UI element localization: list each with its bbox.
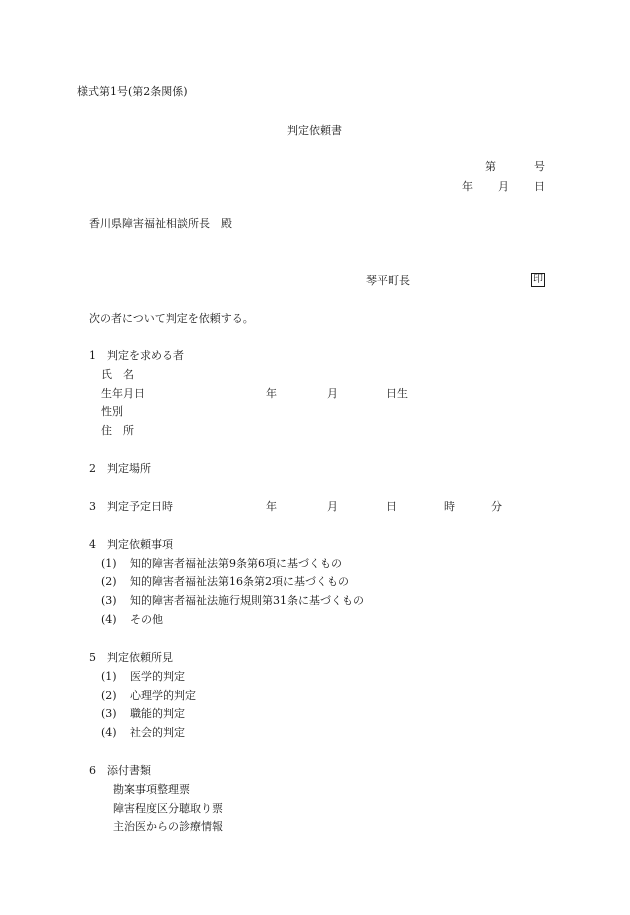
section3-heading: 3 判定予定日時 — [89, 500, 173, 513]
seal-stamp: 印 — [533, 274, 543, 285]
intro-text: 次の者について判定を依頼する。 — [89, 312, 254, 325]
doc-number-go: 号 — [534, 160, 545, 173]
schedule-month: 月 — [327, 500, 338, 513]
list-item: 知的障害者福祉法施行規則第31条に基づくもの — [130, 594, 364, 607]
name-label: 氏 名 — [101, 368, 134, 381]
attachment-item: 障害程度区分聴取り票 — [113, 802, 223, 815]
list-item-number: (3) — [101, 594, 117, 607]
sender-name: 琴平町長 — [366, 274, 410, 287]
section5-heading: 5 判定依頼所見 — [89, 651, 173, 664]
attachment-item: 勘案事項整理票 — [113, 783, 190, 796]
list-item: 職能的判定 — [130, 707, 185, 720]
birth-label: 生年月日 — [101, 387, 145, 400]
addressee: 香川県障害福祉相談所長 殿 — [89, 217, 232, 230]
address-label: 住 所 — [101, 424, 134, 437]
schedule-hour: 時 — [444, 500, 455, 513]
gender-label: 性別 — [101, 405, 123, 418]
list-item-number: (1) — [101, 557, 117, 570]
list-item: 医学的判定 — [130, 670, 185, 683]
schedule-year: 年 — [266, 500, 277, 513]
schedule-minute: 分 — [491, 500, 502, 513]
section6-heading: 6 添付書類 — [89, 764, 151, 777]
list-item-number: (2) — [101, 575, 117, 588]
form-label: 様式第1号(第2条関係) — [77, 85, 188, 98]
list-item: 社会的判定 — [130, 726, 185, 739]
list-item-number: (4) — [101, 726, 117, 739]
list-item-number: (3) — [101, 707, 117, 720]
attachment-item: 主治医からの診療情報 — [113, 820, 223, 833]
list-item-number: (1) — [101, 670, 117, 683]
schedule-day: 日 — [386, 500, 397, 513]
birth-day: 日生 — [386, 387, 408, 400]
list-item: 知的障害者福祉法第16条第2項に基づくもの — [130, 575, 349, 588]
doc-number-dai: 第 — [485, 160, 496, 173]
section2-heading: 2 判定場所 — [89, 462, 151, 475]
doc-date-month: 月 — [498, 180, 509, 193]
page-title: 判定依頼書 — [287, 124, 342, 137]
birth-year: 年 — [266, 387, 277, 400]
section1-heading: 1 判定を求める者 — [89, 349, 184, 362]
birth-month: 月 — [327, 387, 338, 400]
list-item-number: (4) — [101, 613, 117, 626]
list-item: 知的障害者福祉法第9条第6項に基づくもの — [130, 557, 342, 570]
list-item: その他 — [130, 613, 163, 626]
doc-date-year: 年 — [462, 180, 473, 193]
list-item-number: (2) — [101, 689, 117, 702]
list-item: 心理学的判定 — [130, 689, 196, 702]
section4-heading: 4 判定依頼事項 — [89, 538, 173, 551]
doc-date-day: 日 — [534, 180, 545, 193]
